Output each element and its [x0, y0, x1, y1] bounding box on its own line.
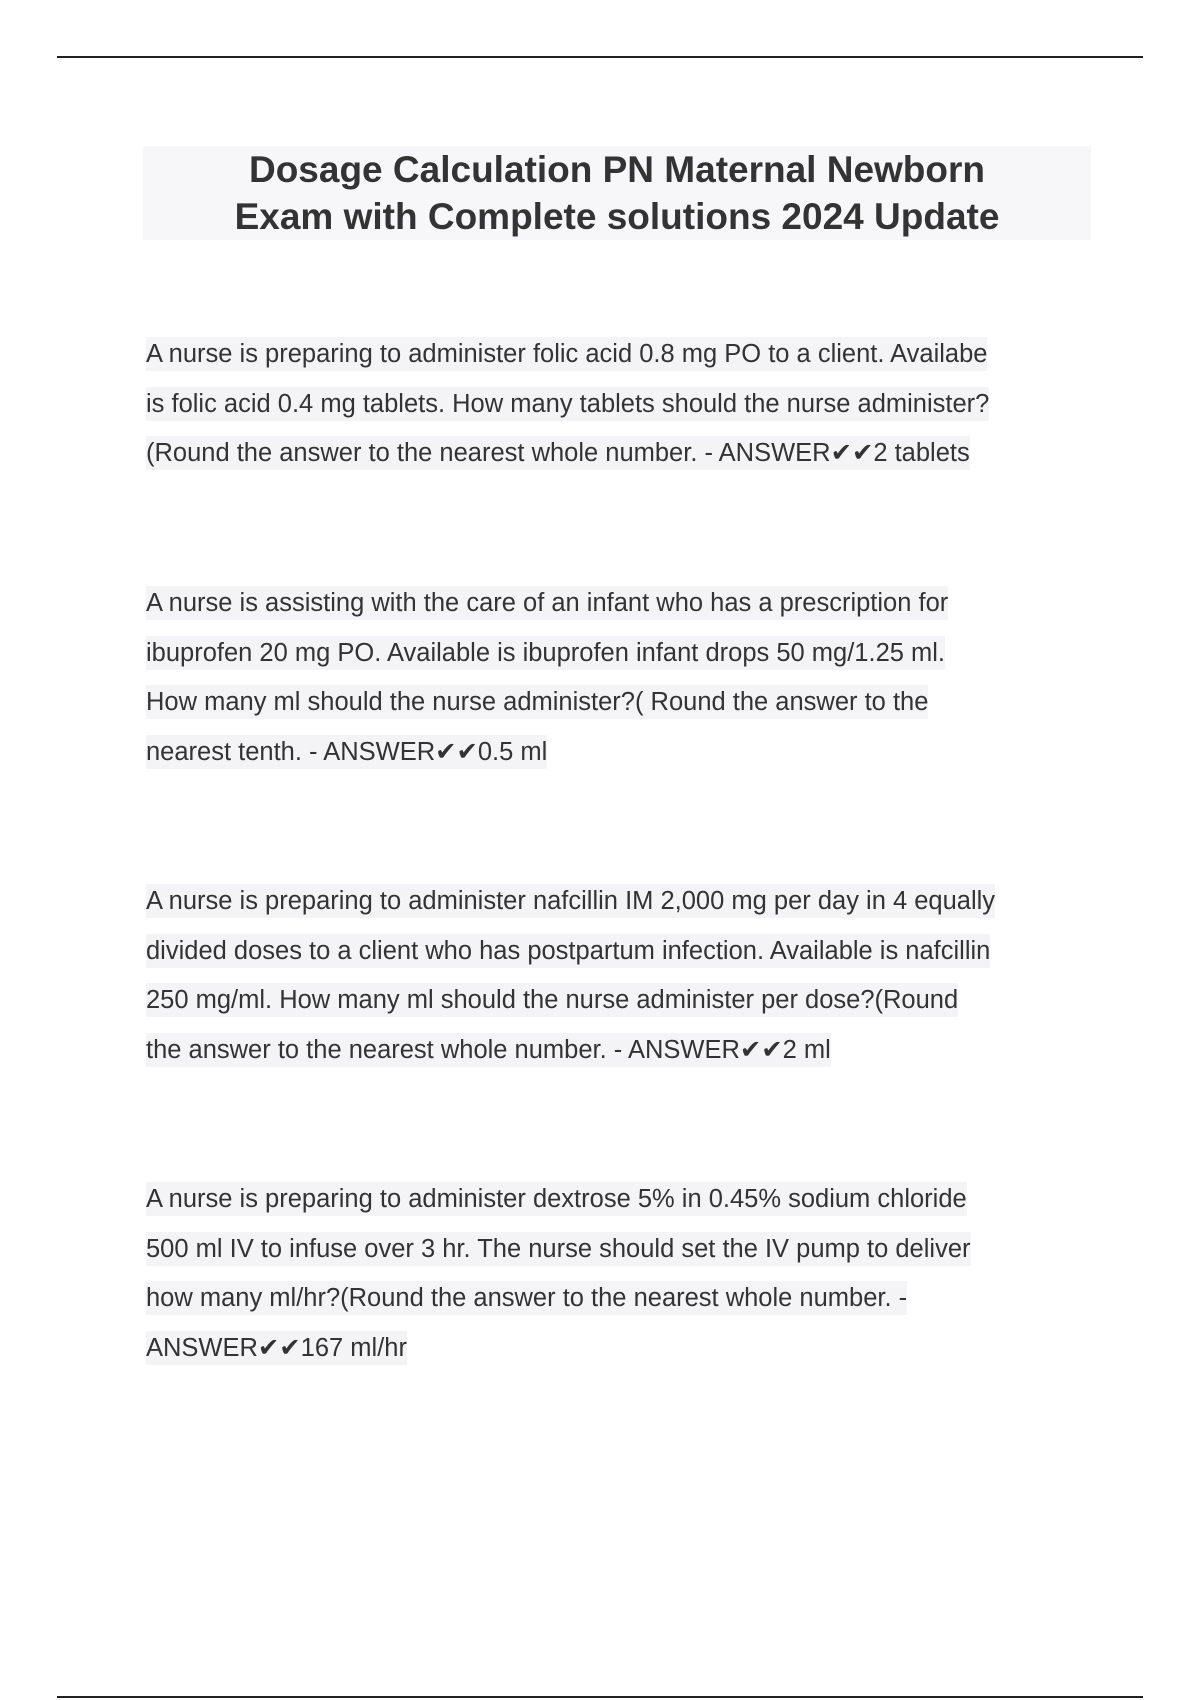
question-4-line-3: how many ml/hr?(Round the answer to the nearest whole number. -: [146, 1281, 907, 1315]
question-4-line-4: ANSWER✔✔167 ml/hr: [146, 1331, 407, 1365]
question-block-2: [146, 579, 1106, 778]
question-1-line-1: A nurse is preparing to administer folic acid 0.8 mg PO to a client. Availabe: [146, 337, 987, 371]
question-3-line-3: 250 mg/ml. How many ml should the nurse administer per dose?(Round: [146, 983, 958, 1017]
question-3-line-1: A nurse is preparing to administer nafcillin IM 2,000 mg per day in 4 equally: [146, 884, 995, 918]
question-2-line-3: How many ml should the nurse administer?( Round the answer to the: [146, 685, 928, 719]
top-rule: [57, 56, 1143, 58]
question-2-line-4: nearest tenth. - ANSWER✔✔0.5 ml: [146, 735, 547, 769]
title-line-2: Exam with Complete solutions 2024 Update: [234, 196, 1000, 237]
document-title: [143, 146, 1091, 240]
title-line-1: Dosage Calculation PN Maternal Newborn: [248, 149, 986, 190]
question-3-line-2: divided doses to a client who has postpartum infection. Available is nafcillin: [146, 934, 990, 968]
bottom-rule: [57, 1696, 1143, 1698]
question-1-line-3: (Round the answer to the nearest whole number. - ANSWER✔✔2 tablets: [146, 436, 970, 470]
question-4-line-1: A nurse is preparing to administer dextrose 5% in 0.45% sodium chloride: [146, 1182, 967, 1216]
question-3-line-4: the answer to the nearest whole number. - ANSWER✔✔2 ml: [146, 1033, 831, 1067]
question-4-line-2: 500 ml IV to infuse over 3 hr. The nurse should set the IV pump to deliver: [146, 1232, 971, 1266]
question-2-line-2: ibuprofen 20 mg PO. Available is ibuprofen infant drops 50 mg/1.25 ml.: [146, 636, 945, 670]
question-block-1: [146, 330, 1106, 479]
question-1-line-2: is folic acid 0.4 mg tablets. How many tablets should the nurse administer?: [146, 387, 989, 421]
question-block-3: [146, 877, 1106, 1076]
question-block-4: [146, 1175, 1106, 1374]
question-2-line-1: A nurse is assisting with the care of an infant who has a prescription for: [146, 586, 948, 620]
